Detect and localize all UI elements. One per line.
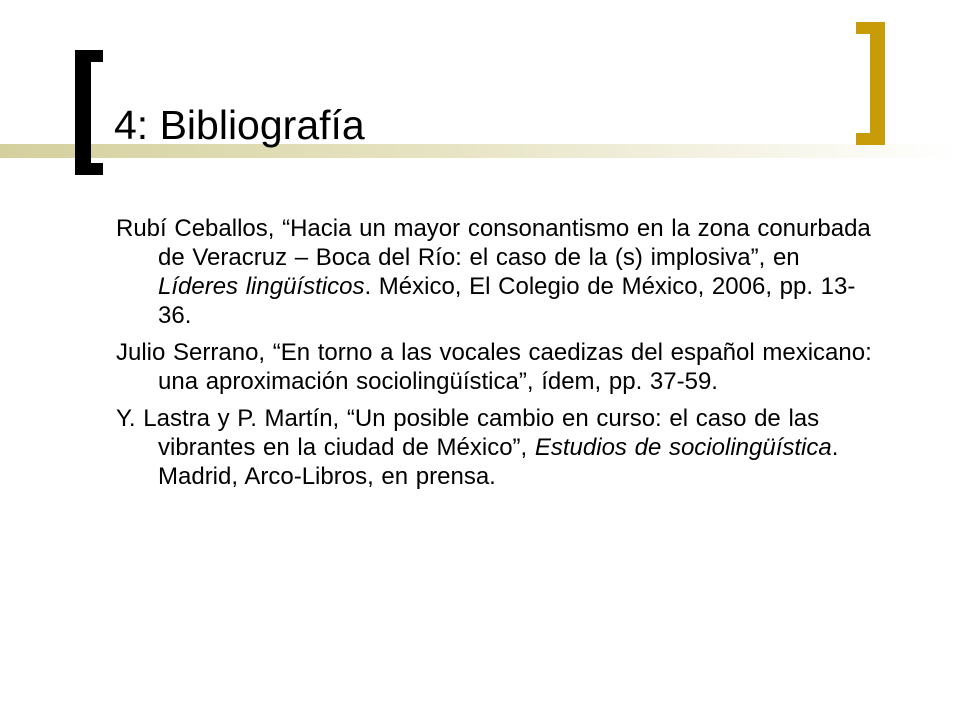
entry-italic-title: Líderes lingüísticos: [158, 273, 365, 300]
right-bracket-bottom-serif: [856, 133, 885, 145]
bibliography-entry-ceballos: [116, 214, 876, 330]
left-bracket-bar: [75, 50, 91, 175]
entry-text-tail: . México, El Colegio de México, 2006, pp. 13-36.: [158, 273, 856, 329]
entry-text-tail: . Madrid, Arco-Libros, en prensa.: [158, 434, 839, 490]
entry-text: Y. Lastra y P. Martín, “Un posible cambio en curso: el caso de las vibrantes en la ciudad de México”,: [116, 405, 820, 461]
entry-text: Rubí Ceballos, “Hacia un mayor consonantismo en la zona conurbada de Veracruz – Boca del Río: el caso de la (s) implosiva”, en: [116, 215, 871, 271]
left-bracket-top-serif: [75, 50, 103, 62]
bibliography-list: [116, 214, 876, 499]
slide-title: 4: Bibliografía: [114, 102, 365, 148]
entry-italic-title: Estudios de sociolingüística: [534, 434, 832, 461]
right-bracket-bar: [870, 22, 885, 145]
bibliography-entry-lastra-martin: [116, 404, 876, 491]
bibliography-entry-serrano: [116, 338, 876, 396]
right-bracket-top-serif: [856, 22, 885, 34]
left-bracket-bottom-serif: [75, 163, 103, 175]
entry-text: Julio Serrano, “En torno a las vocales caedizas del español mexicano: una aproximación sociolingüística”, ídem, pp. 37-59.: [116, 339, 872, 395]
